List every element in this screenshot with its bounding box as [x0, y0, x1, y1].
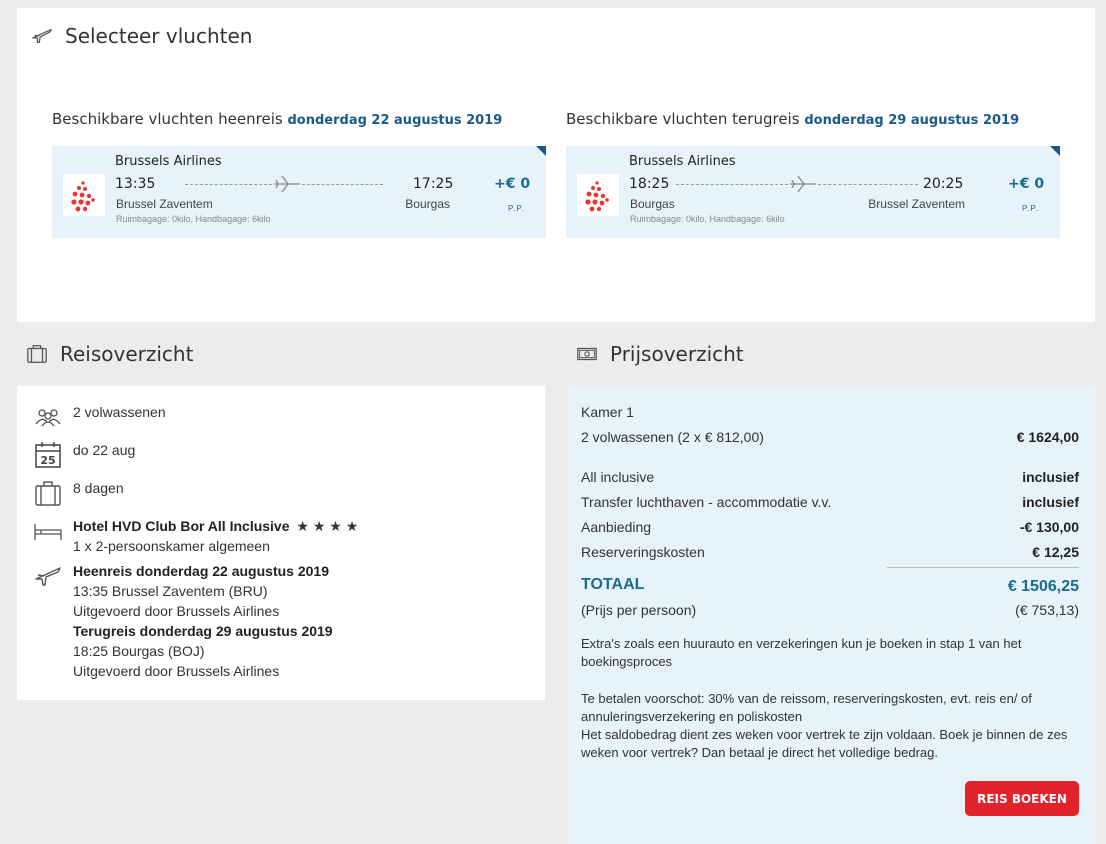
brussels-airlines-logo: [577, 174, 619, 216]
room-type: 1 x 2-persoonskamer algemeen: [73, 538, 270, 554]
return-operator: Uitgevoerd door Brussels Airlines: [73, 663, 280, 679]
outbound-title: Heenreis donderdag 22 augustus 2019: [73, 563, 329, 579]
departure-location: Bourgas: [630, 197, 675, 211]
deposit-note: Te betalen voorschot: 30% van de reissom, reserveringskosten, evt. reis en/ of annuleringsverzekering en poliskosten: [581, 691, 1032, 724]
arrival-time: 20:25: [923, 176, 964, 192]
hotel-stars: ★ ★ ★ ★: [296, 518, 359, 534]
return-title: Terugreis donderdag 29 augustus 2019: [73, 623, 333, 639]
book-trip-button[interactable]: REIS BOEKEN: [965, 781, 1079, 816]
luggage-info: Ruimbagage: 0kilo, Handbagage: 6kilo: [630, 214, 785, 224]
hotel-name: Hotel HVD Club Bor All Inclusive: [73, 518, 290, 534]
airplane-icon: [33, 561, 63, 591]
adults-label: 2 volwassenen (2 x € 812,00): [581, 429, 764, 445]
selected-corner-marker: [1050, 146, 1060, 156]
outbound-line: 13:35 Brussel Zaventem (BRU): [73, 583, 268, 599]
select-flights-header: [31, 24, 252, 48]
departure-time: 13:35: [115, 176, 156, 192]
select-flights-title: Selecteer vluchten: [65, 24, 253, 48]
adults-value: € 1624,00: [1016, 429, 1079, 445]
calendar-day: 25: [40, 454, 56, 467]
outbound-flight-card[interactable]: [52, 146, 546, 238]
total-divider: [887, 567, 1079, 568]
offer-row: [581, 519, 1079, 535]
adults-row: [581, 429, 1079, 445]
outbound-operator: Uitgevoerd door Brussels Airlines: [73, 603, 280, 619]
price-overview-panel: [567, 386, 1095, 844]
brussels-airlines-logo: [63, 174, 105, 216]
route-line-left: [185, 184, 272, 185]
room-label-row: [581, 404, 1079, 420]
price-overview-header: [576, 342, 744, 366]
per-person-row: [581, 602, 1079, 618]
route-plane-icon: [788, 174, 818, 194]
arrival-time: 17:25: [413, 176, 454, 192]
people-icon: [33, 402, 63, 432]
outbound-date: donderdag 22 augustus 2019: [287, 113, 503, 128]
calendar-icon: [33, 440, 63, 470]
total-label: TOTAAL: [581, 576, 645, 593]
total-value: € 1506,25: [1007, 578, 1079, 595]
offer-value: -€ 130,00: [1019, 519, 1079, 535]
airline-name: Brussels Airlines: [115, 154, 222, 169]
route-line-right: [818, 184, 918, 185]
per-person-value: (€ 753,13): [1015, 602, 1079, 618]
airline-name: Brussels Airlines: [629, 154, 736, 169]
transfer-label: Transfer luchthaven - accommodatie v.v.: [581, 494, 832, 510]
allinclusive-row: [581, 469, 1079, 485]
route-plane-icon: [272, 174, 302, 194]
flights-text: [73, 561, 333, 681]
luggage-icon: [33, 478, 63, 508]
extras-note: Extra's zoals een huurauto en verzekeringen kun je boeken in stap 1 van het boekingsproces: [581, 636, 1022, 669]
reservation-row: [581, 544, 1079, 560]
return-heading: Beschikbare vluchten terugreis donderdag 29 augustus 2019: [566, 110, 1020, 128]
flights-row: [33, 561, 333, 681]
return-line: 18:25 Bourgas (BOJ): [73, 643, 205, 659]
reservation-value: € 12,25: [1032, 544, 1079, 560]
arrival-location: Bourgas: [405, 197, 450, 211]
route-line-right: [302, 184, 383, 185]
allinclusive-value: inclusief: [1022, 469, 1079, 485]
flight-price: +€ 0: [494, 176, 531, 192]
flight-price: +€ 0: [1008, 176, 1045, 192]
select-flights-panel: [17, 8, 1095, 322]
travelers-row: [33, 402, 166, 432]
arrival-location: Brussel Zaventem: [868, 197, 965, 211]
trip-overview-header: [26, 342, 193, 366]
selected-corner-marker: [536, 146, 546, 156]
per-person-label: P.P.: [1022, 204, 1040, 213]
trip-overview-panel: [17, 386, 545, 700]
banknote-icon: [576, 343, 598, 365]
hotel-row: [33, 516, 358, 556]
date-row: [33, 440, 135, 470]
allinclusive-label: All inclusive: [581, 469, 655, 485]
balance-note: Het saldobedrag dient zes weken voor vertrek te zijn voldaan. Boek je binnen de zes weken voor vertrek? Dan betaal je direct het volledige bedrag.: [581, 727, 1068, 760]
per-person-label: P.P.: [508, 204, 526, 213]
outbound-heading: Beschikbare vluchten heenreis donderdag 22 augustus 2019: [52, 110, 503, 128]
departure-time: 18:25: [629, 176, 670, 192]
price-overview-title: Prijsoverzicht: [610, 342, 744, 366]
date-text: do 22 aug: [73, 442, 136, 458]
transfer-value: inclusief: [1022, 494, 1079, 510]
offer-label: Aanbieding: [581, 519, 652, 535]
return-flight-card[interactable]: [566, 146, 1060, 238]
return-date: donderdag 29 augustus 2019: [804, 113, 1020, 128]
reservation-label: Reserveringskosten: [581, 544, 705, 560]
travelers-text: 2 volwassenen: [73, 404, 166, 420]
bed-icon: [33, 516, 63, 546]
airplane-icon: [31, 25, 53, 47]
luggage-info: Ruimbagage: 0kilo, Handbagage: 6kilo: [116, 214, 271, 224]
route-line-left: [676, 184, 788, 185]
room-label: Kamer 1: [581, 404, 634, 420]
trip-overview-title: Reisoverzicht: [60, 342, 194, 366]
duration-row: [33, 478, 124, 508]
transfer-row: [581, 494, 1079, 510]
hotel-text: [73, 516, 358, 556]
departure-location: Brussel Zaventem: [116, 197, 213, 211]
suitcase-icon: [26, 343, 48, 365]
duration-text: 8 dagen: [73, 480, 124, 496]
per-person-label: (Prijs per persoon): [581, 602, 697, 618]
